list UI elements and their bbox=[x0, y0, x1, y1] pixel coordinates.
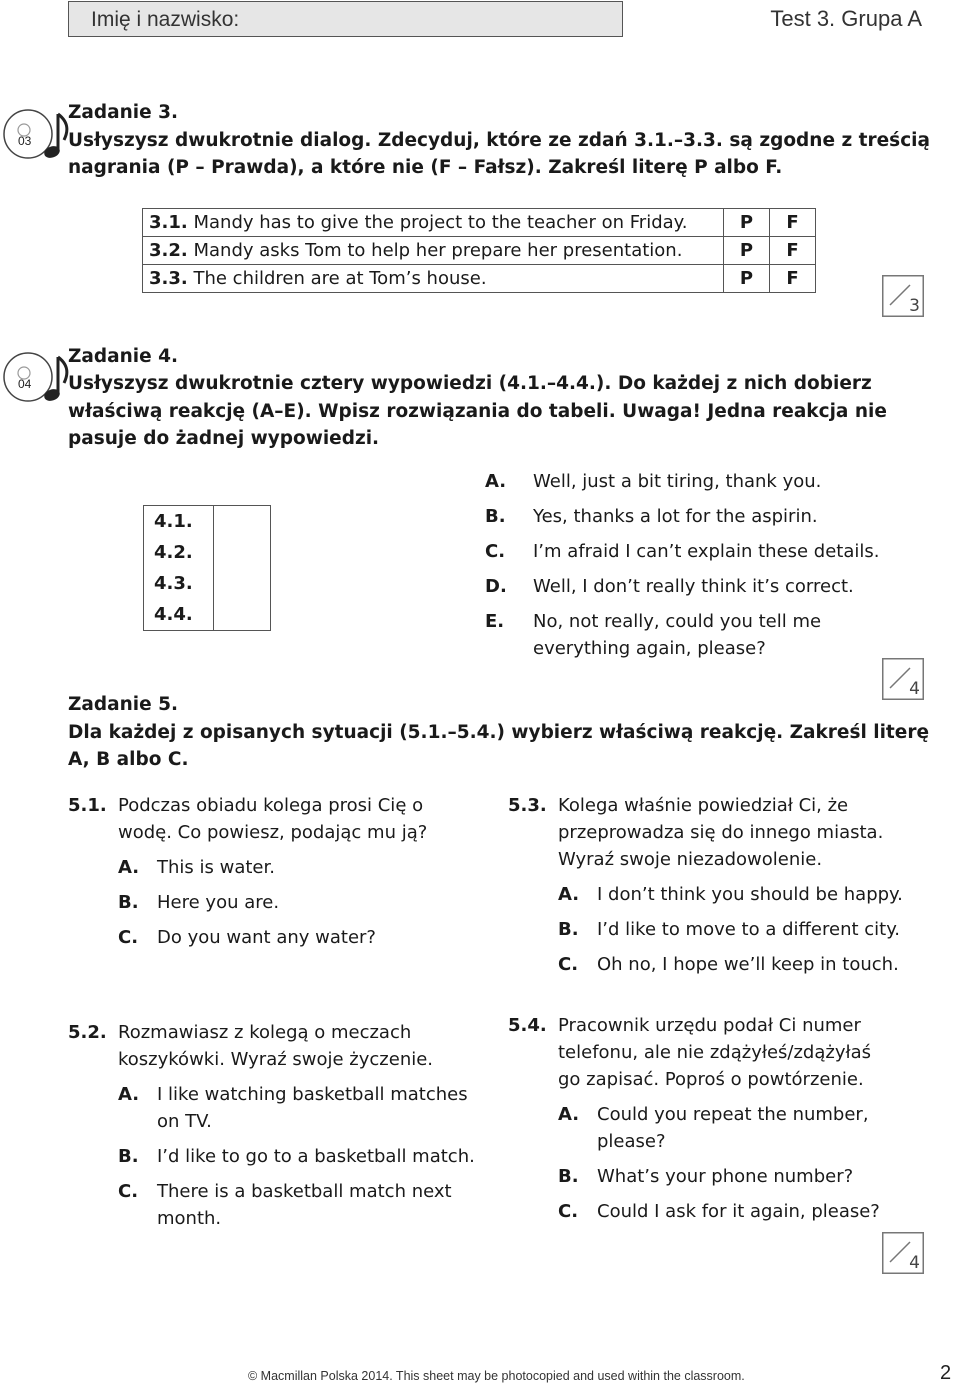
option-text: Could you repeat the number, please? bbox=[597, 1104, 869, 1152]
question-number: 5.3. bbox=[508, 795, 547, 816]
option-letter: C. bbox=[118, 1181, 139, 1202]
option-text: Well, I don’t really think it’s correct. bbox=[533, 576, 854, 597]
option-letter: B. bbox=[558, 1166, 579, 1187]
task5-instruction-line1: Dla każdej z opisanych sytuacji (5.1.–5.4.) wybierz właściwą reakcję. Zakreśl literę bbox=[68, 722, 929, 743]
score-max: 4 bbox=[909, 679, 920, 699]
task3-instruction-line2: nagrania (P – Prawda), a które nie (F – Fałsz). Zakreśl literę P albo F. bbox=[68, 157, 783, 178]
answer-cell[interactable] bbox=[214, 568, 271, 599]
option-letter: A. bbox=[558, 884, 580, 905]
option-letter: B. bbox=[485, 506, 506, 527]
option-letter: B. bbox=[118, 1146, 139, 1167]
statement-text: Mandy has to give the project to the teacher on Friday. bbox=[193, 212, 688, 233]
option-letter: A. bbox=[118, 857, 140, 878]
question-5-2 bbox=[68, 1019, 477, 1232]
answer-number: 4.4. bbox=[144, 599, 214, 631]
task4-instruction-line3: pasuje do żadnej wypowiedzi. bbox=[68, 428, 380, 449]
option-letter: C. bbox=[558, 1201, 579, 1222]
option-f[interactable]: F bbox=[770, 265, 816, 293]
task5-title: Zadanie 5. bbox=[68, 694, 179, 715]
answer-option[interactable] bbox=[118, 889, 458, 916]
task4-title: Zadanie 4. bbox=[68, 346, 179, 367]
option-text: This is water. bbox=[157, 857, 275, 878]
answer-option[interactable] bbox=[558, 1163, 897, 1190]
cd-track-number: 04 bbox=[18, 377, 32, 391]
option-text: Do you want any water? bbox=[157, 927, 376, 948]
list-item bbox=[485, 503, 880, 530]
option-letter: C. bbox=[485, 541, 506, 562]
answer-option[interactable] bbox=[118, 854, 458, 881]
name-field-box[interactable] bbox=[68, 1, 623, 37]
copyright-footer: © Macmillan Polska 2014. This sheet may be photocopied and used within the classroom. bbox=[248, 1369, 745, 1383]
question-text: Kolega właśnie powiedział Ci, że przeprowadza się do innego miasta. Wyraź swoje niezadowolenie. bbox=[558, 795, 884, 870]
answer-option[interactable] bbox=[118, 924, 458, 951]
option-text: I’d like to move to a different city. bbox=[597, 919, 901, 940]
task5-instruction-line2: A, B albo C. bbox=[68, 749, 189, 770]
option-text: Yes, thanks a lot for the aspirin. bbox=[533, 506, 818, 527]
option-letter: C. bbox=[558, 954, 579, 975]
statement-number: 3.1. bbox=[149, 212, 188, 233]
option-text: What’s your phone number? bbox=[597, 1166, 854, 1187]
table-row bbox=[143, 209, 816, 237]
answer-option[interactable] bbox=[118, 1143, 477, 1170]
score-max: 3 bbox=[909, 296, 920, 316]
option-text: Well, just a bit tiring, thank you. bbox=[533, 471, 822, 492]
table-row bbox=[143, 265, 816, 293]
option-text: Could I ask for it again, please? bbox=[597, 1201, 880, 1222]
option-text: I’m afraid I can’t explain these details. bbox=[533, 541, 880, 562]
task3-instruction-line1: Usłyszysz dwukrotnie dialog. Zdecyduj, które ze zdań 3.1.–3.3. są zgodne z treścią bbox=[68, 130, 930, 151]
statement-number: 3.2. bbox=[149, 240, 188, 261]
option-letter: C. bbox=[118, 927, 139, 948]
list-item bbox=[485, 538, 880, 565]
option-letter: D. bbox=[485, 576, 507, 597]
answer-number: 4.3. bbox=[144, 568, 214, 599]
true-false-table bbox=[142, 208, 816, 293]
answer-option[interactable] bbox=[558, 951, 918, 978]
option-letter: A. bbox=[118, 1084, 140, 1105]
option-letter: A. bbox=[485, 471, 507, 492]
cd-track-number: 03 bbox=[18, 134, 32, 148]
statement-text: Mandy asks Tom to help her prepare her presentation. bbox=[193, 240, 683, 261]
list-item bbox=[485, 608, 880, 662]
option-p[interactable]: P bbox=[724, 265, 770, 293]
task4-instruction-line2: właściwą reakcję (A–E). Wpisz rozwiązania do tabeli. Uwaga! Jedna reakcja nie bbox=[68, 401, 887, 422]
table-row bbox=[143, 237, 816, 265]
option-text: Here you are. bbox=[157, 892, 280, 913]
answer-option[interactable] bbox=[558, 881, 918, 908]
option-p[interactable]: P bbox=[724, 237, 770, 265]
option-text: There is a basketball match next month. bbox=[157, 1181, 452, 1229]
reaction-options bbox=[485, 468, 880, 670]
option-text: I like watching basketball matches on TV. bbox=[157, 1084, 468, 1132]
answer-option[interactable] bbox=[558, 1101, 897, 1155]
answer-number: 4.2. bbox=[144, 537, 214, 568]
table-row bbox=[144, 537, 271, 568]
question-number: 5.2. bbox=[68, 1022, 107, 1043]
task4-instruction-line1: Usłyszysz dwukrotnie cztery wypowiedzi (4.1.–4.4.). Do każdej z nich dobierz bbox=[68, 373, 872, 394]
option-text: I’d like to go to a basketball match. bbox=[157, 1146, 475, 1167]
option-f[interactable]: F bbox=[770, 237, 816, 265]
score-box[interactable] bbox=[882, 1232, 924, 1274]
question-number: 5.1. bbox=[68, 795, 107, 816]
option-text: No, not really, could you tell me everything again, please? bbox=[533, 611, 822, 659]
option-f[interactable]: F bbox=[770, 209, 816, 237]
answer-option[interactable] bbox=[118, 1178, 477, 1232]
answer-option[interactable] bbox=[558, 916, 918, 943]
task3-title: Zadanie 3. bbox=[68, 102, 179, 123]
statement-text: The children are at Tom’s house. bbox=[193, 268, 487, 289]
page-number: 2 bbox=[940, 1362, 952, 1384]
answer-cell[interactable] bbox=[214, 599, 271, 631]
list-item bbox=[485, 468, 880, 495]
question-5-3 bbox=[508, 792, 918, 978]
answer-cell[interactable] bbox=[214, 506, 271, 538]
table-row bbox=[144, 568, 271, 599]
question-text: Rozmawiasz z kolegą o meczach koszykówki. Wyraź swoje życzenie. bbox=[118, 1022, 434, 1070]
option-p[interactable]: P bbox=[724, 209, 770, 237]
statement-number: 3.3. bbox=[149, 268, 188, 289]
answer-cell[interactable] bbox=[214, 537, 271, 568]
option-letter: E. bbox=[485, 611, 505, 632]
question-5-4 bbox=[508, 1012, 897, 1225]
option-text: I don’t think you should be happy. bbox=[597, 884, 903, 905]
test-group-label: Test 3. Grupa A bbox=[770, 6, 922, 31]
question-5-1 bbox=[68, 792, 458, 951]
table-row bbox=[144, 506, 271, 538]
option-letter: B. bbox=[558, 919, 579, 940]
option-letter: A. bbox=[558, 1104, 580, 1125]
answer-option[interactable] bbox=[558, 1198, 897, 1225]
answer-option[interactable] bbox=[118, 1081, 477, 1135]
question-text: Pracownik urzędu podał Ci numer telefonu, ale nie zdążyłeś/zdążyłaś go zapisać. Poproś o powtórzenie. bbox=[558, 1015, 872, 1090]
question-text: Podczas obiadu kolega prosi Cię o wodę. Co powiesz, podając mu ją? bbox=[118, 795, 428, 843]
name-label: Imię i nazwisko: bbox=[91, 8, 240, 31]
score-max: 4 bbox=[909, 1253, 920, 1273]
option-letter: B. bbox=[118, 892, 139, 913]
score-box[interactable] bbox=[882, 275, 924, 317]
answer-number: 4.1. bbox=[144, 506, 214, 538]
answer-table bbox=[143, 505, 271, 631]
option-text: Oh no, I hope we’ll keep in touch. bbox=[597, 954, 899, 975]
score-box[interactable] bbox=[882, 658, 924, 700]
list-item bbox=[485, 573, 880, 600]
table-row bbox=[144, 599, 271, 631]
question-number: 5.4. bbox=[508, 1015, 547, 1036]
